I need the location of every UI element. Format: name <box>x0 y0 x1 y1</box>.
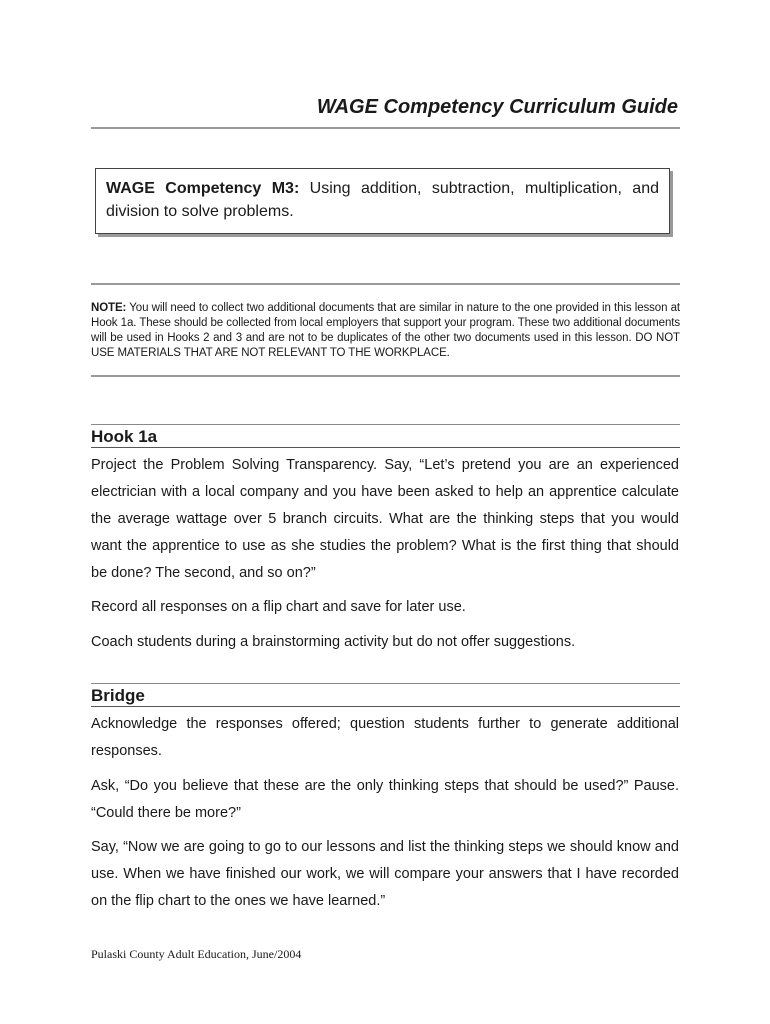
bridge-heading-underline <box>91 706 680 707</box>
bridge-paragraph-3: Say, “Now we are going to go to our lessons and list the thinking steps we should know and use. When we have finished our work, we will compare your answers that I have recorded on the flip chart to the ones we have learned.” <box>91 839 679 909</box>
header-rule <box>91 127 680 129</box>
note-top-rule <box>91 283 680 285</box>
note-bottom-rule <box>91 375 680 377</box>
hook-top-rule <box>91 424 680 425</box>
competency-label: WAGE Competency M3: <box>106 180 300 197</box>
note-text: You will need to collect two additional documents that are similar in nature to the one provided in this lesson at Hook 1a. These should be collected from local employers that support your program. These two additional documents will be used in Hooks 2 and 3 and are not to be duplicates of the other two documents used in this lesson. DO NOT USE MATERIALS THAT ARE NOT RELEVANT TO THE WORKPLACE. <box>91 302 680 359</box>
hook-paragraph-2: Record all responses on a flip chart and save for later use. <box>91 599 466 615</box>
hook-paragraph-3: Coach students during a brainstorming activity but do not offer suggestions. <box>91 634 576 650</box>
hook-heading-underline <box>91 447 680 448</box>
page-footer: Pulaski County Adult Education, June/2004 <box>91 947 302 961</box>
bridge-heading: Bridge <box>91 686 145 705</box>
competency-box <box>95 168 670 234</box>
bridge-paragraph-1: Acknowledge the responses offered; question students further to generate additional responses. <box>91 716 679 759</box>
page-title: WAGE Competency Curriculum Guide <box>316 96 678 118</box>
competency-description: Using addition, subtraction, multiplication, and division to solve problems. <box>106 180 659 220</box>
competency-statement <box>106 178 659 223</box>
hook-heading: Hook 1a <box>91 427 158 446</box>
hook-paragraph-1: Project the Problem Solving Transparency. Say, “Let’s pretend you are an experienced electrician with a local company and you have been asked to help an apprentice calculate the average wattage over 5 branch circuits. What are the thinking steps that you would want the apprentice to use as she studies the problem? What is the first thing that should be done? The second, and so on?” <box>91 457 679 581</box>
bridge-top-rule <box>91 683 680 684</box>
note-paragraph <box>91 301 680 361</box>
note-label: NOTE: <box>91 302 127 314</box>
bridge-paragraph-2: Ask, “Do you believe that these are the only thinking steps that should be used?” Pause. “Could there be more?” <box>91 778 679 821</box>
